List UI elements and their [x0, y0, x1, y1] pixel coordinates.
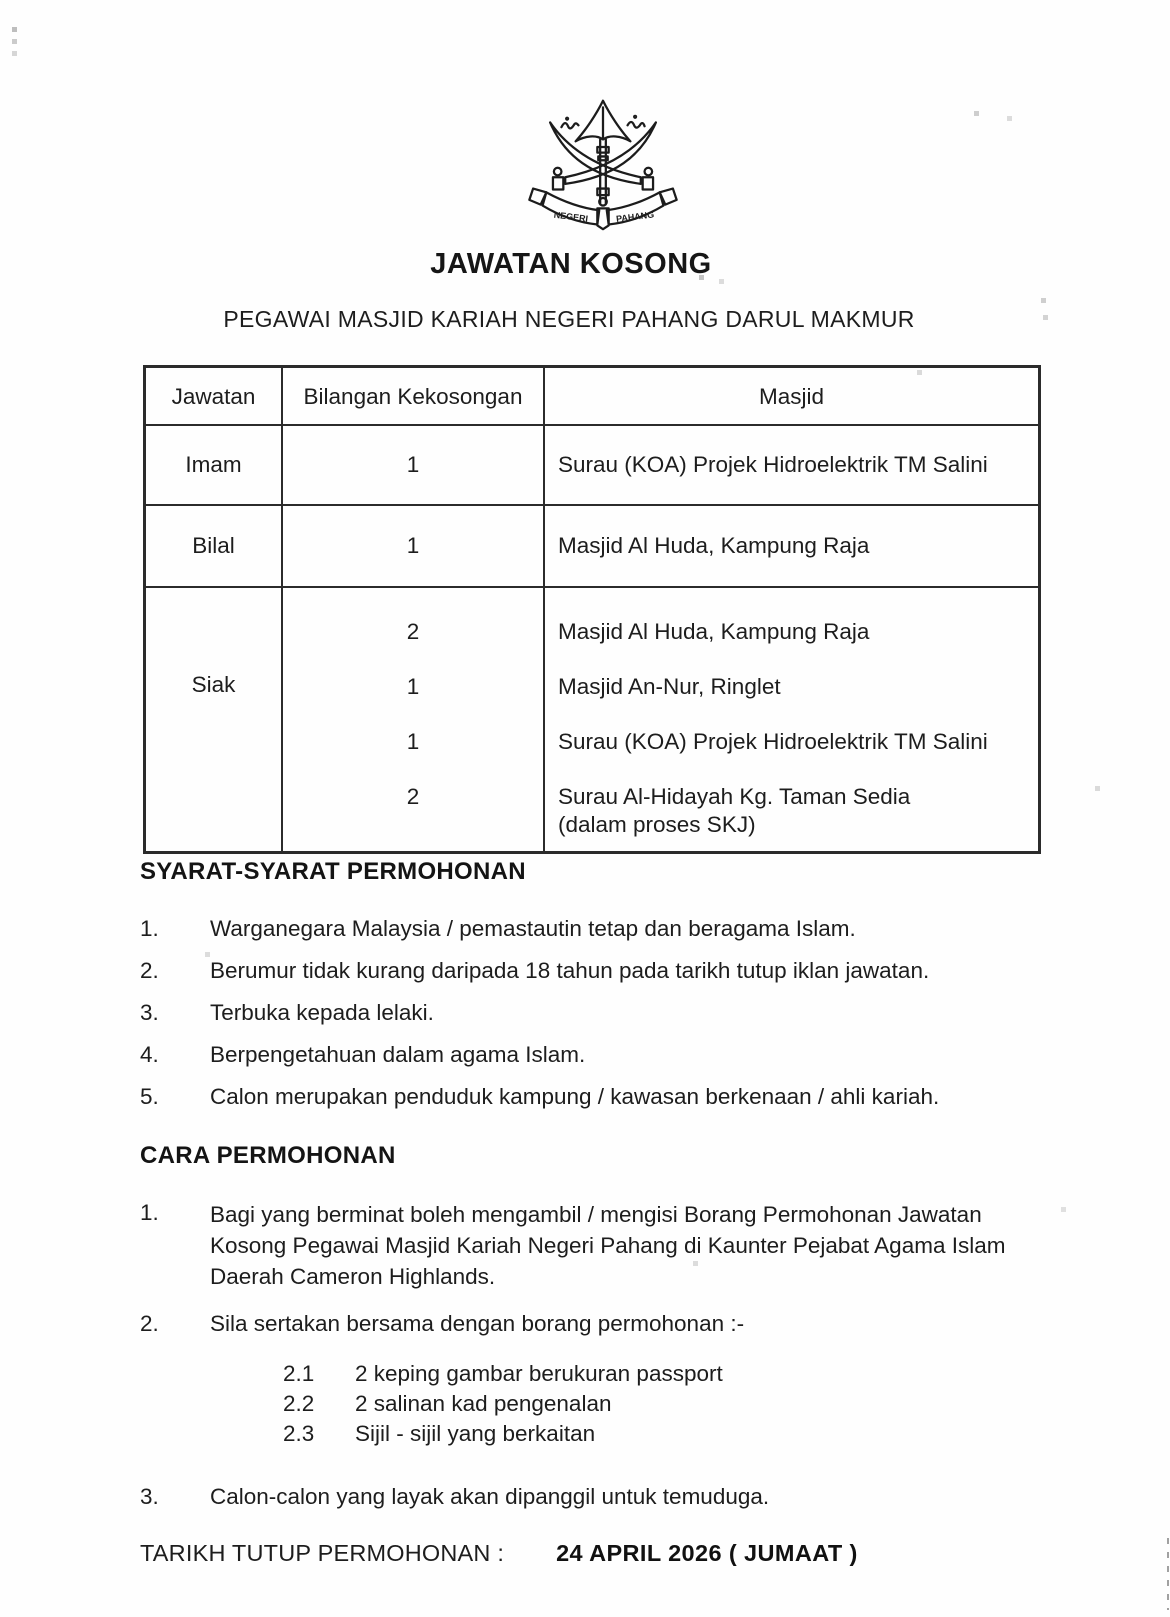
bilangan-cell: 1 [406, 674, 420, 699]
table-row-bilal [146, 506, 1038, 588]
closing-date-label: TARIKH TUTUP PERMOHONAN : [140, 1540, 505, 1566]
item-number: 4. [140, 1042, 159, 1067]
subitem-text: Sijil - sijil yang berkaitan [355, 1421, 596, 1446]
bilangan-cell: 1 [283, 426, 545, 504]
masjid-cell: Surau (KOA) Projek Hidroelektrik TM Salini [558, 729, 988, 754]
syarat-item [140, 1041, 1040, 1068]
page-subtitle: PEGAWAI MASJID KARIAH NEGERI PAHANG DARUL MAKMUR [223, 306, 915, 332]
masjid-cell: Masjid Al Huda, Kampung Raja [558, 619, 870, 644]
item-text: Warganegara Malaysia / pemastautin tetap dan beragama Islam. [210, 916, 856, 941]
table-row-siak [146, 588, 1038, 851]
cara-item [140, 1199, 1040, 1292]
subitem-text: 2 keping gambar berukuran passport [355, 1361, 723, 1386]
item-text: Calon merupakan penduduk kampung / kawasan berkenaan / ahli kariah. [210, 1084, 940, 1109]
scan-edge-artifact [1167, 1538, 1169, 1610]
bilangan-cell: 2 [406, 619, 420, 644]
cara-subitem [283, 1389, 1040, 1419]
syarat-item [140, 999, 1040, 1026]
masjid-note: (dalam proses SKJ) [558, 812, 756, 837]
jawatan-cell: Imam [146, 426, 283, 504]
masjid-stack [545, 588, 1038, 851]
item-number: 5. [140, 1084, 159, 1109]
cara-subitems [283, 1359, 1040, 1449]
jawatan-cell: Siak [146, 588, 283, 851]
item-text: Berpengetahuan dalam agama Islam. [210, 1042, 586, 1067]
item-text [210, 1310, 1040, 1457]
subitem-number: 2.3 [283, 1421, 315, 1446]
masjid-cell [558, 783, 1038, 839]
item-text: Terbuka kepada lelaki. [210, 1000, 434, 1025]
table-header-row [146, 368, 1038, 426]
cara-subitem [283, 1419, 1040, 1449]
bilangan-cell: 1 [283, 506, 545, 586]
bilangan-cell: 2 [406, 784, 420, 809]
crest-graphic [518, 94, 688, 234]
table-header-bilangan: Bilangan Kekosongan [283, 368, 545, 424]
item-text: Berumur tidak kurang daripada 18 tahun pada tarikh tutup iklan jawatan. [210, 958, 930, 983]
masjid-cell: Masjid An-Nur, Ringlet [558, 674, 781, 699]
item-text: Bagi yang berminat boleh mengambil / mengisi Borang Permohonan Jawatan Kosong Pegawai Masjid Kariah Negeri Pahang di Kaunter Pejabat Agama Islam Daerah Cameron Highlands. [210, 1202, 1006, 1289]
cara-item [140, 1483, 1040, 1510]
item-number: 3. [140, 1484, 159, 1509]
crest-banner-left-text: NEGERI [553, 209, 589, 224]
cara-item [140, 1310, 1040, 1457]
masjid-name: Surau Al-Hidayah Kg. Taman Sedia [558, 784, 911, 809]
bilangan-stack [283, 588, 545, 851]
item-text: Calon-calon yang layak akan dipanggil untuk temuduga. [210, 1484, 770, 1509]
bilangan-cell: 1 [406, 729, 420, 754]
item-number: 1. [140, 916, 159, 941]
closing-date-line [140, 1540, 1040, 1567]
cara-subitem [283, 1359, 1040, 1389]
item-number: 2. [140, 958, 159, 983]
masjid-cell: Surau (KOA) Projek Hidroelektrik TM Salini [558, 452, 988, 477]
page-title: JAWATAN KOSONG [430, 248, 712, 280]
closing-date-value: 24 APRIL 2026 ( JUMAAT ) [556, 1540, 858, 1566]
syarat-item [140, 957, 1040, 984]
item-text-line: Sila sertakan bersama dengan borang permohonan :- [210, 1311, 745, 1336]
pahang-state-crest-icon [518, 94, 688, 234]
table-row-imam [146, 426, 1038, 506]
item-number: 2. [140, 1311, 159, 1336]
item-number: 3. [140, 1000, 159, 1025]
document-body [140, 858, 1040, 1567]
masjid-cell: Masjid Al Huda, Kampung Raja [558, 533, 870, 558]
table-header-jawatan: Jawatan [146, 368, 283, 424]
vacancy-table [143, 365, 1041, 854]
crest-banner-right-text: PAHANG [615, 209, 655, 225]
scan-noise [0, 0, 3, 3]
subitem-text: 2 salinan kad pengenalan [355, 1391, 612, 1416]
cara-heading: CARA PERMOHONAN [140, 1142, 396, 1169]
table-header-masjid: Masjid [758, 384, 825, 409]
subitem-number: 2.2 [283, 1391, 315, 1416]
syarat-item [140, 915, 1040, 942]
subitem-number: 2.1 [283, 1361, 315, 1386]
syarat-heading: SYARAT-SYARAT PERMOHONAN [140, 858, 526, 885]
item-number: 1. [140, 1200, 159, 1225]
jawatan-cell: Bilal [146, 506, 283, 586]
syarat-item [140, 1083, 1040, 1110]
